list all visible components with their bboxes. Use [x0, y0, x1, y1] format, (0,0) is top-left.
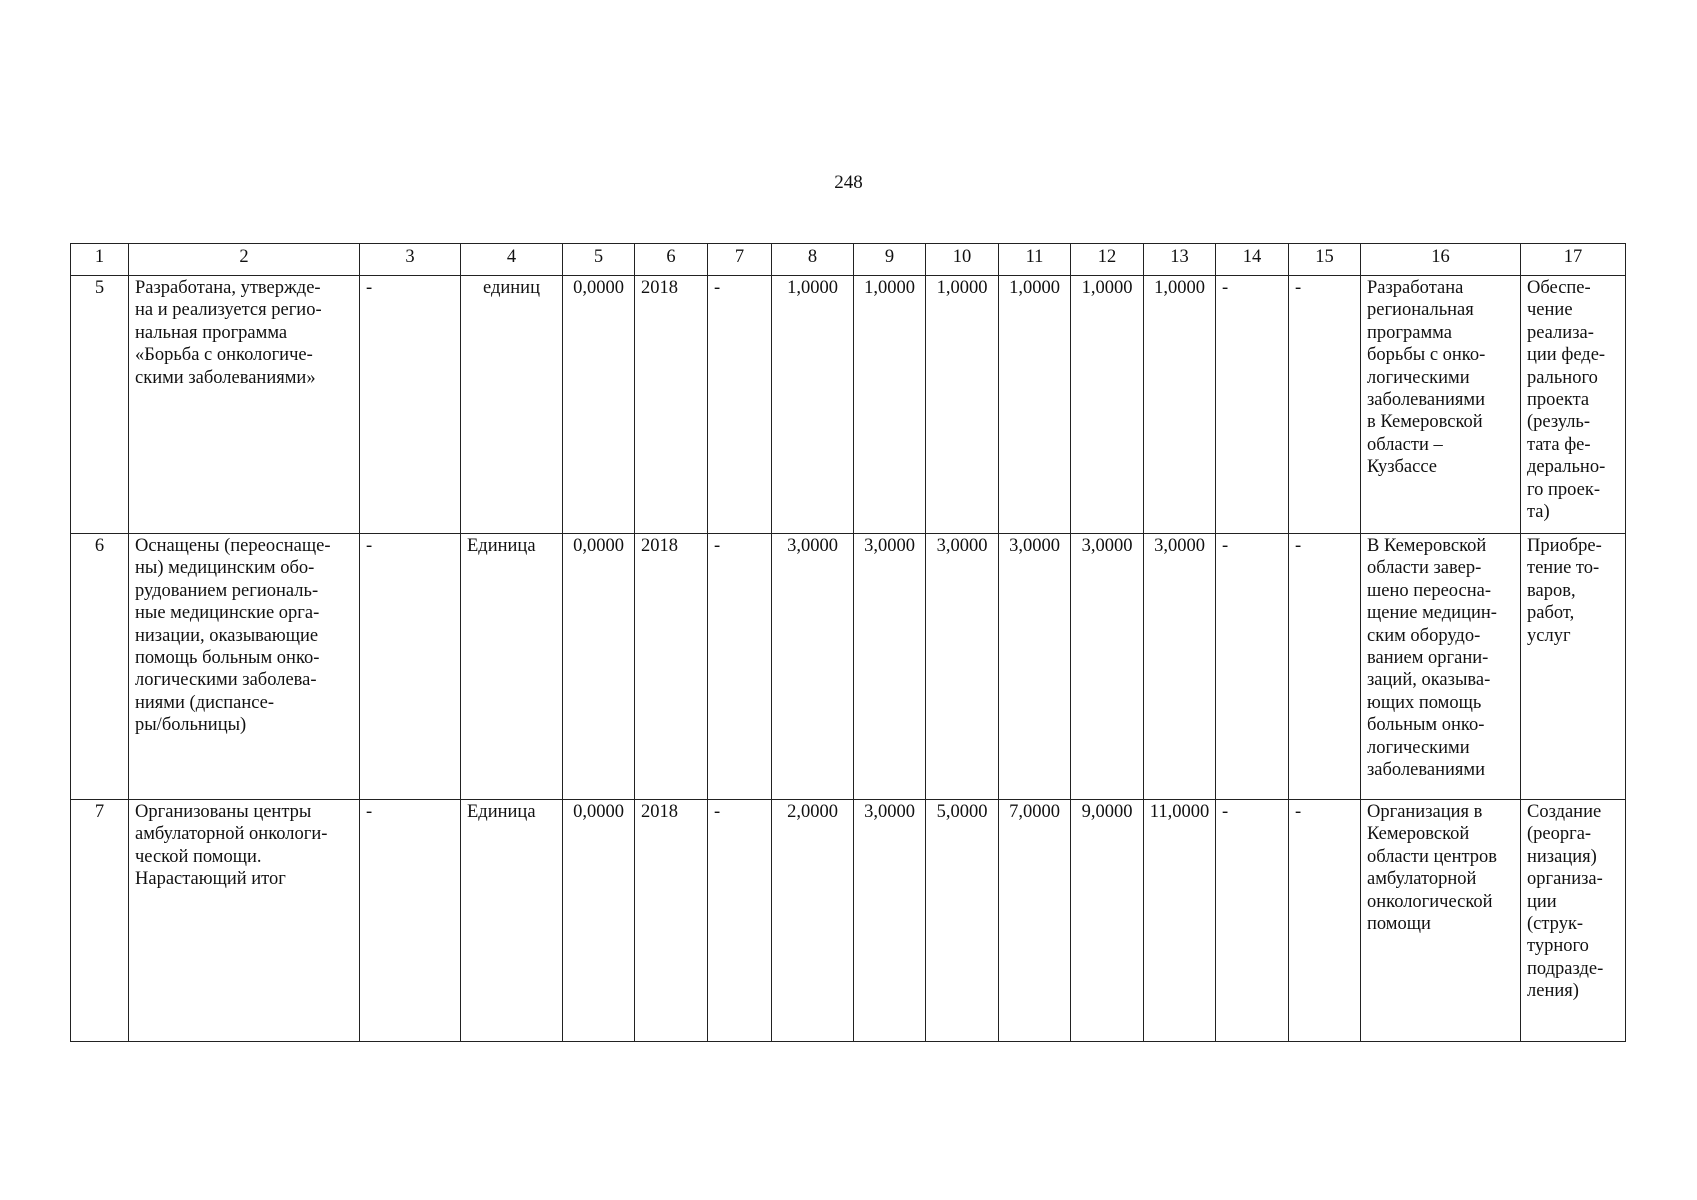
base-year: 2018	[635, 800, 708, 1042]
base-year: 2018	[635, 534, 708, 800]
value-col9: 1,0000	[854, 276, 926, 534]
column-number: 15	[1289, 244, 1361, 276]
value-col11: 1,0000	[999, 276, 1071, 534]
value-col9: 3,0000	[854, 534, 926, 800]
cell-col14: -	[1216, 276, 1289, 534]
column-number: 10	[926, 244, 999, 276]
column-number: 9	[854, 244, 926, 276]
indicators-table	[70, 243, 1626, 1042]
row-number: 7	[71, 800, 129, 1042]
result-type: Обеспе- чение реализа- ции феде- рального проекта (резуль- тата фе- дерально- го проек- та)	[1521, 276, 1626, 534]
value-col8: 2,0000	[772, 800, 854, 1042]
column-number: 3	[360, 244, 461, 276]
base-value: 0,0000	[563, 276, 635, 534]
value-col10: 1,0000	[926, 276, 999, 534]
value-col13: 11,0000	[1144, 800, 1216, 1042]
cell-col15: -	[1289, 534, 1361, 800]
column-number: 5	[563, 244, 635, 276]
cell-col7: -	[708, 276, 772, 534]
table-row	[71, 800, 1626, 1042]
cell-col3: -	[360, 276, 461, 534]
result-description: Разработана региональная программа борьбы с онко- логическими заболеваниями в Кемеровской области – Кузбассе	[1361, 276, 1521, 534]
page-number: 248	[834, 172, 863, 193]
value-col8: 1,0000	[772, 276, 854, 534]
value-col11: 7,0000	[999, 800, 1071, 1042]
value-col10: 5,0000	[926, 800, 999, 1042]
column-number: 16	[1361, 244, 1521, 276]
table-header-row	[71, 244, 1626, 276]
unit-of-measure: единиц	[461, 276, 563, 534]
indicator-name: Разработана, утвержде- на и реализуется регио- нальная программа «Борьба с онкологиче- скими заболеваниями»	[129, 276, 360, 534]
column-number: 4	[461, 244, 563, 276]
value-col13: 1,0000	[1144, 276, 1216, 534]
row-number: 6	[71, 534, 129, 800]
value-col12: 9,0000	[1071, 800, 1144, 1042]
result-type: Создание (реорга- низация) организа- ции (струк- турного подразде- ления)	[1521, 800, 1626, 1042]
base-year: 2018	[635, 276, 708, 534]
value-col11: 3,0000	[999, 534, 1071, 800]
result-description: В Кемеровской области завер- шено переосна- щение медицин- ским оборудо- ванием органи- заций, оказыва- ющих помощь больным онко- логическими заболеваниями	[1361, 534, 1521, 800]
result-type: Приобре- тение то- варов, работ, услуг	[1521, 534, 1626, 800]
value-col9: 3,0000	[854, 800, 926, 1042]
column-number: 6	[635, 244, 708, 276]
base-value: 0,0000	[563, 534, 635, 800]
cell-col3: -	[360, 534, 461, 800]
table-row	[71, 534, 1626, 800]
table-row	[71, 276, 1626, 534]
cell-col7: -	[708, 534, 772, 800]
cell-col15: -	[1289, 800, 1361, 1042]
indicator-name: Оснащены (переоснаще- ны) медицинским обо- рудованием региональ- ные медицинские орга- низации, оказывающие помощь больным онко- логическими заболева- ниями (диспансе- ры/больницы)	[129, 534, 360, 800]
value-col8: 3,0000	[772, 534, 854, 800]
column-number: 17	[1521, 244, 1626, 276]
result-description: Организация в Кемеровской области центров амбулаторной онкологической помощи	[1361, 800, 1521, 1042]
unit-of-measure: Единица	[461, 800, 563, 1042]
value-col13: 3,0000	[1144, 534, 1216, 800]
column-number: 14	[1216, 244, 1289, 276]
base-value: 0,0000	[563, 800, 635, 1042]
value-col10: 3,0000	[926, 534, 999, 800]
column-number: 13	[1144, 244, 1216, 276]
cell-col15: -	[1289, 276, 1361, 534]
indicator-name: Организованы центры амбулаторной онкологи- ческой помощи. Нарастающий итог	[129, 800, 360, 1042]
value-col12: 1,0000	[1071, 276, 1144, 534]
column-number: 7	[708, 244, 772, 276]
column-number: 11	[999, 244, 1071, 276]
row-number: 5	[71, 276, 129, 534]
cell-col7: -	[708, 800, 772, 1042]
column-number: 1	[71, 244, 129, 276]
column-number: 2	[129, 244, 360, 276]
value-col12: 3,0000	[1071, 534, 1144, 800]
unit-of-measure: Единица	[461, 534, 563, 800]
cell-col14: -	[1216, 800, 1289, 1042]
cell-col14: -	[1216, 534, 1289, 800]
cell-col3: -	[360, 800, 461, 1042]
column-number: 8	[772, 244, 854, 276]
column-number: 12	[1071, 244, 1144, 276]
